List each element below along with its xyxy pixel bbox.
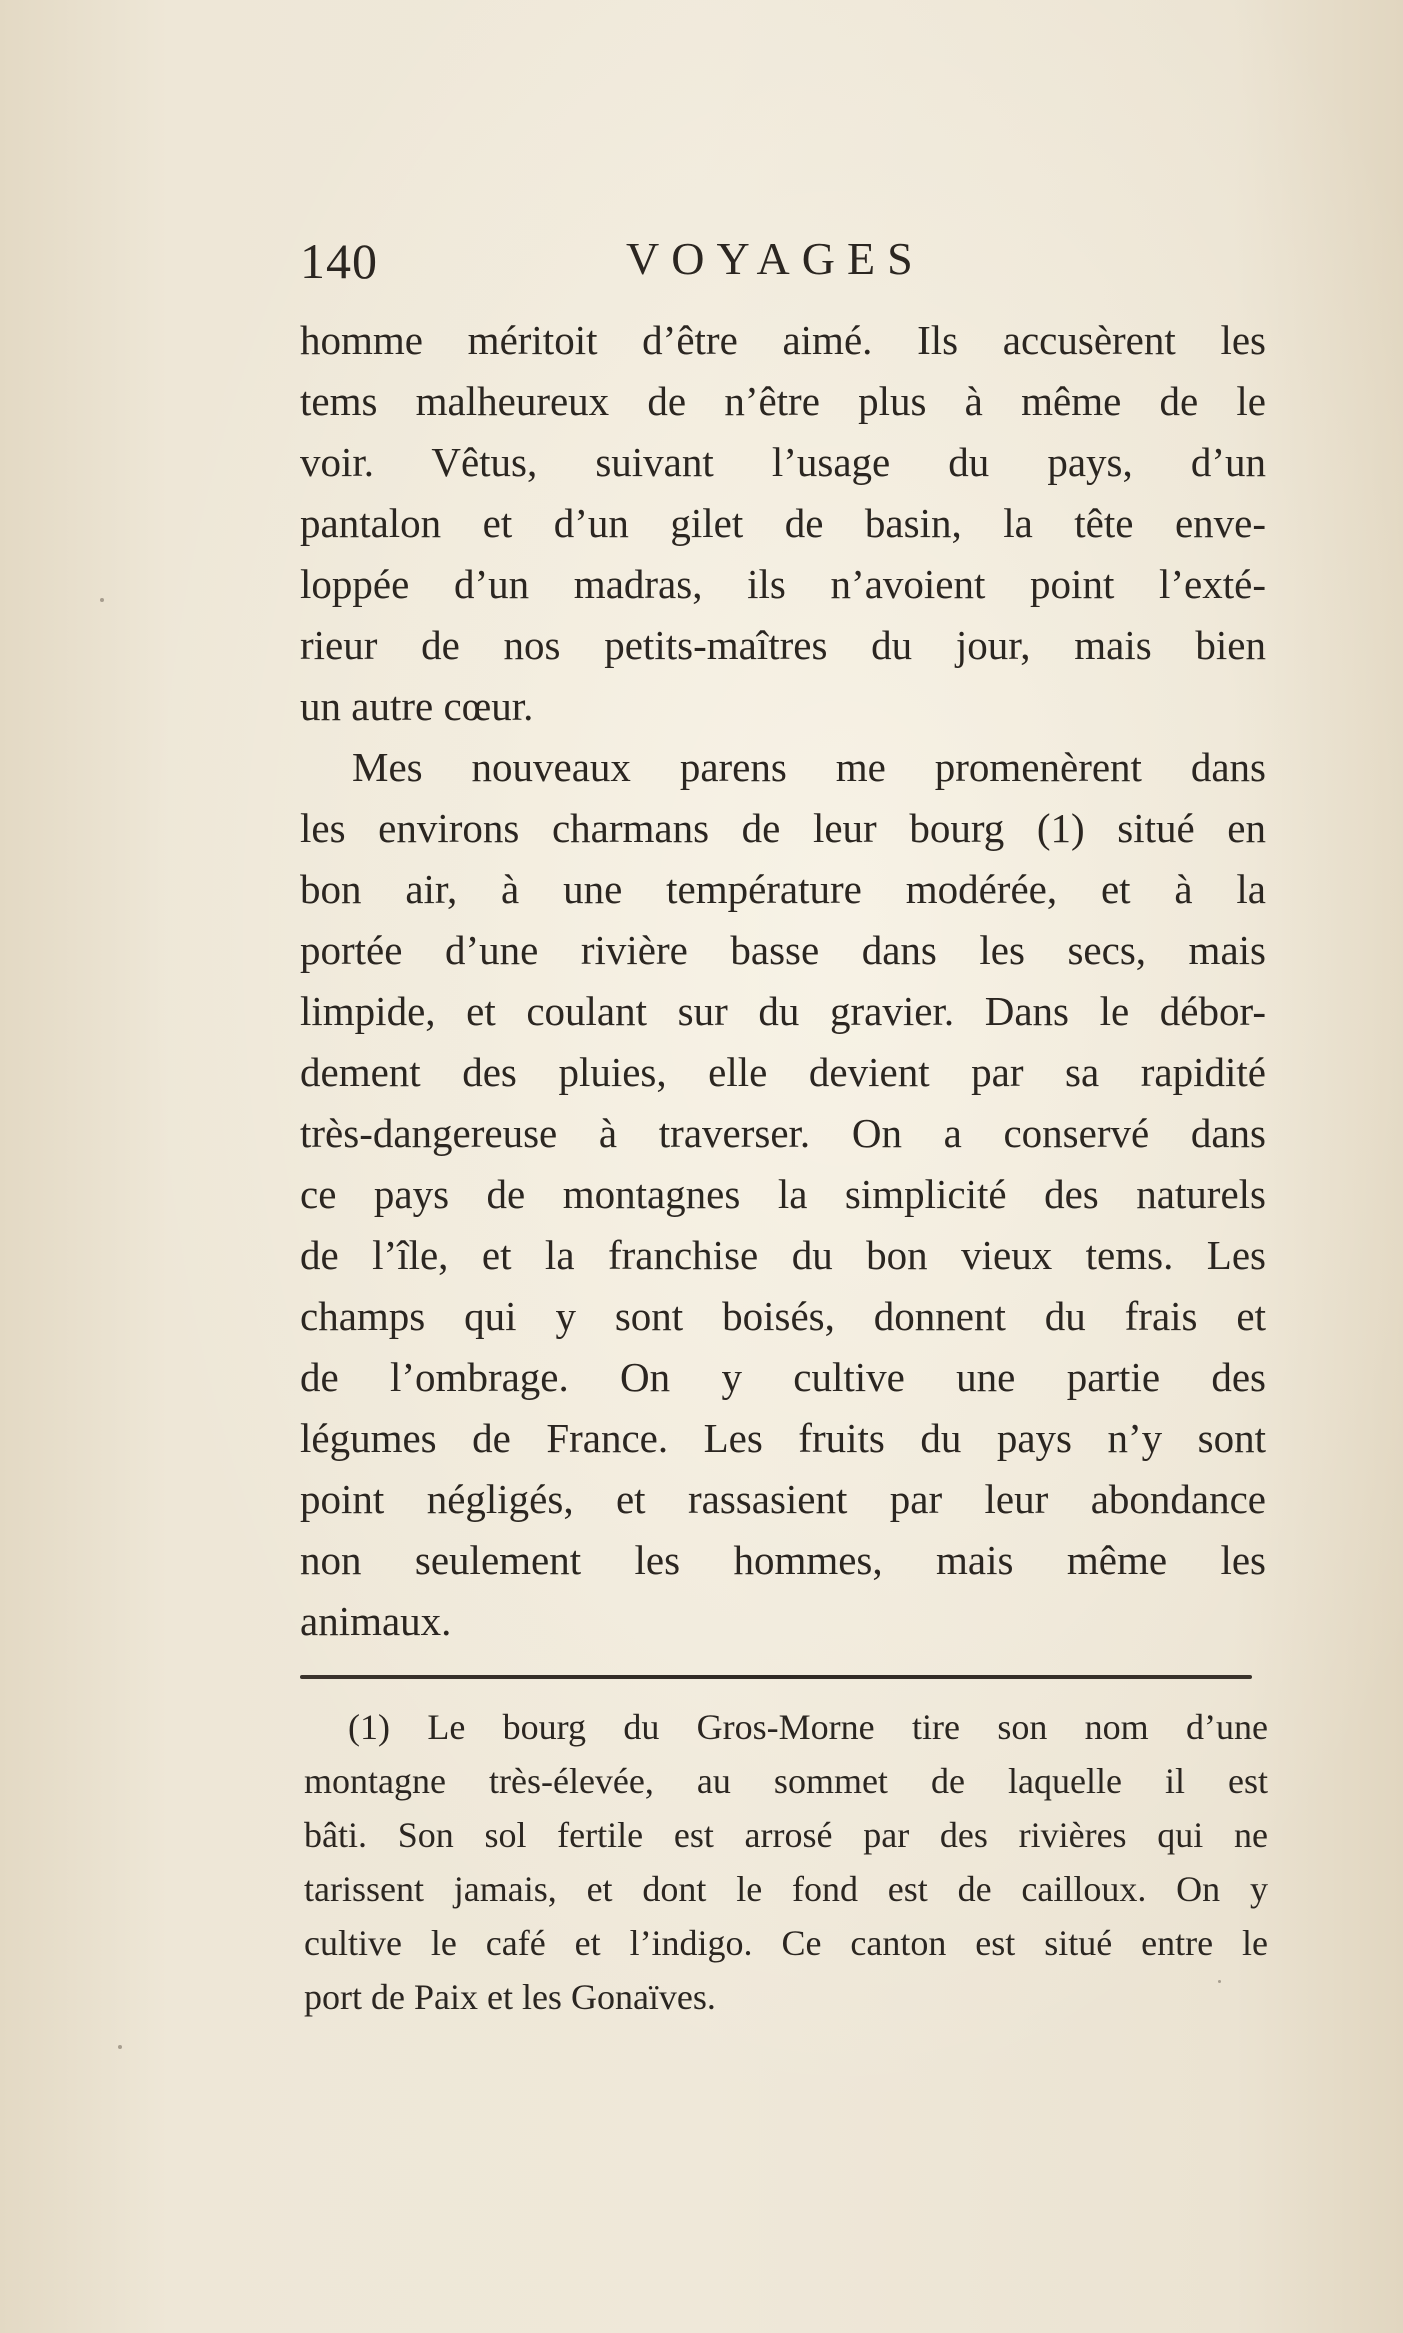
footnote-line: bâti. Son sol fertile est arrosé par des rivières qui ne <box>304 1815 1268 1855</box>
text-line: Mes nouveaux parens me promenèrent dans <box>352 744 1266 790</box>
text-line: voir. Vêtus, suivant l’usage du pays, d’un <box>300 439 1266 485</box>
text-line: légumes de France. Les fruits du pays n’y sont <box>300 1415 1266 1461</box>
page-header <box>300 232 1260 302</box>
text-line: ce pays de montagnes la simplicité des naturels <box>300 1171 1266 1217</box>
text-line: portée d’une rivière basse dans les secs, mais <box>300 927 1266 973</box>
text-line: point négligés, et rassasient par leur abondance <box>300 1476 1266 1522</box>
running-title: VOYAGES <box>626 233 925 284</box>
footnote-line: port de Paix et les Gonaïves. <box>304 1977 716 2017</box>
text-line: de l’île, et la franchise du bon vieux tems. Les <box>300 1232 1266 1278</box>
text-line: très-dangereuse à traverser. On a conservé dans <box>300 1110 1266 1156</box>
footnote-line: (1) Le bourg du Gros-Morne tire son nom d’une <box>348 1707 1268 1747</box>
text-line: non seulement les hommes, mais même les <box>300 1537 1266 1583</box>
text-line: limpide, et coulant sur du gravier. Dans le débor- <box>300 988 1266 1034</box>
main-text <box>300 310 1266 1652</box>
text-line: animaux. <box>300 1598 452 1644</box>
text-line: champs qui y sont boisés, donnent du frais et <box>300 1293 1266 1339</box>
text-line: loppée d’un madras, ils n’avoient point l’exté- <box>300 561 1266 607</box>
text-line: homme méritoit d’être aimé. Ils accusèrent les <box>300 317 1266 363</box>
text-line: tems malheureux de n’être plus à même de le <box>300 378 1266 424</box>
paper-speck <box>118 2045 122 2049</box>
paper-speck <box>1218 1980 1221 1983</box>
footnote-line: cultive le café et l’indigo. Ce canton est situé entre le <box>304 1923 1268 1963</box>
page-number: 140 <box>300 233 378 289</box>
text-line: bon air, à une température modérée, et à la <box>300 866 1266 912</box>
text-line: pantalon et d’un gilet de basin, la tête enve- <box>300 500 1266 546</box>
footnote-line: tarissent jamais, et dont le fond est de cailloux. On y <box>304 1869 1268 1909</box>
footnote-rule <box>300 1675 1252 1679</box>
text-line: de l’ombrage. On y cultive une partie des <box>300 1354 1266 1400</box>
footnote <box>304 1700 1268 2024</box>
paper-speck <box>100 598 104 602</box>
footnote-line: montagne très-élevée, au sommet de laquelle il est <box>304 1761 1268 1801</box>
text-line: un autre cœur. <box>300 683 534 729</box>
text-line: dement des pluies, elle devient par sa rapidité <box>300 1049 1266 1095</box>
text-line: les environs charmans de leur bourg (1) situé en <box>300 805 1266 851</box>
text-line: rieur de nos petits-maîtres du jour, mais bien <box>300 622 1266 668</box>
